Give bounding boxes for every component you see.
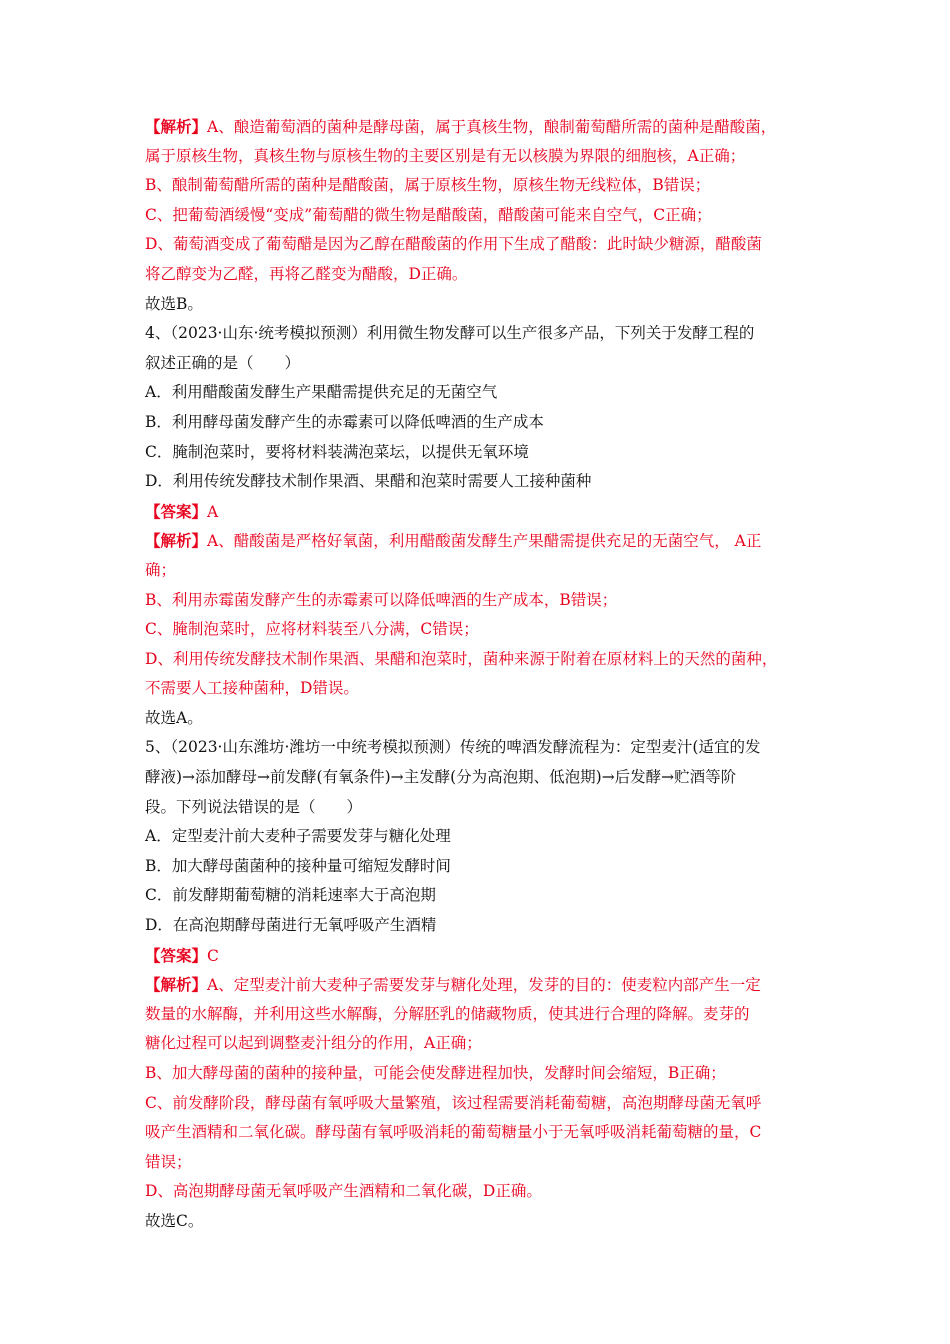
option-d: D．在高泡期酵母菌进行无氧呼吸产生酒精: [145, 916, 437, 935]
analysis-line: C、把葡萄酒缓慢“变成”葡萄醋的微生物是醋酸菌，醋酸菌可能来自空气，C正确；: [145, 205, 712, 224]
conclusion: 故选A。: [145, 708, 203, 727]
analysis-line: B、加大酵母菌的菌种的接种量，可能会使发酵进程加快，发酵时间会缩短，B正确；: [145, 1064, 726, 1082]
question-stem: 段。下列说法错误的是（ ）: [145, 797, 363, 816]
analysis-line: 确；: [145, 560, 177, 579]
option-a: A．利用醋酸菌发酵生产果醋需提供充足的无菌空气: [145, 383, 498, 402]
analysis-line: 数量的水解酶，并利用这些水解酶，分解胚乳的储藏物质，使其进行合理的降解。麦芽的: [145, 1004, 750, 1023]
analysis-line: B、利用赤霉菌发酵产生的赤霉素可以降低啤酒的生产成本，B错误；: [145, 590, 618, 609]
page-content: [145, 112, 815, 1237]
question-stem: 4、（2023·山东·统考模拟预测）利用微生物发酵可以生产很多产品，下列关于发酵工程的: [145, 324, 755, 343]
analysis-line: C、前发酵阶段，酵母菌有氧呼吸大量繁殖，该过程需要消耗葡萄糖，高泡期酵母菌无氧呼: [145, 1093, 762, 1112]
analysis-line: 【解析】A、酿造葡萄酒的菌种是酵母菌，属于真核生物，酿制葡萄醋所需的菌种是醋酸菌，: [145, 117, 777, 136]
answer-value: C: [207, 946, 219, 965]
analysis-line: B、酿制葡萄醋所需的菌种是醋酸菌，属于原核生物，原核生物无线粒体，B错误；: [145, 176, 711, 195]
question-stem: 叙述正确的是（ ）: [145, 353, 301, 372]
option-b: B．利用酵母菌发酵产生的赤霉素可以降低啤酒的生产成本: [145, 412, 544, 431]
analysis-line: C、腌制泡菜时，应将材料装至八分满，C错误；: [145, 620, 479, 639]
analysis-line: 糖化过程可以起到调整麦汁组分的作用，A正确；: [145, 1034, 482, 1053]
analysis-line: D、葡萄酒变成了葡萄醋是因为乙醇在醋酸菌的作用下生成了醋酸：此时缺少糖源，醋酸菌: [145, 235, 762, 254]
analysis-line: 错误；: [145, 1152, 192, 1171]
answer-line: [145, 497, 815, 527]
analysis-line: 不需要人工接种菌种，D错误。: [145, 679, 359, 698]
option-d: D．利用传统发酵技术制作果酒、果醋和泡菜时需要人工接种菌种: [145, 472, 592, 491]
option-c: C．腌制泡菜时，要将材料装满泡菜坛，以提供无氧环境: [145, 442, 529, 461]
answer-value: A: [207, 502, 219, 521]
question-5: [145, 733, 815, 1236]
analysis-line: D、利用传统发酵技术制作果酒、果醋和泡菜时，菌种来源于附着在原材料上的天然的菌种，: [145, 649, 778, 668]
conclusion: 故选B。: [145, 294, 203, 313]
analysis-tag: 【解析】: [145, 975, 208, 995]
analysis-line: 【解析】A、定型麦汁前大麦种子需要发芽与糖化处理，发芽的目的：使麦粒内部产生一定: [145, 975, 761, 995]
answer-tag: 【答案】: [145, 945, 208, 965]
analysis-line: 【解析】A、醋酸菌是严格好氧菌，利用醋酸菌发酵生产果醋需提供充足的无菌空气， A正: [145, 531, 762, 551]
analysis-line: 属于原核生物，真核生物与原核生物的主要区别是有无以核膜为界限的细胞核，A正确；: [145, 146, 746, 165]
question-4: [145, 319, 815, 733]
conclusion: 故选C。: [145, 1211, 204, 1230]
analysis-line: 将乙醇变为乙醛，再将乙醛变为醋酸，D正确。: [145, 264, 468, 283]
question-stem: 酵液)→添加酵母→前发酵(有氧条件)→主发酵(分为高泡期、低泡期)→后发酵→贮酒等阶: [145, 768, 737, 787]
analysis-line: D、高泡期酵母菌无氧呼吸产生酒精和二氧化碳，D正确。: [145, 1182, 542, 1201]
analysis-tag: 【解析】: [145, 531, 208, 551]
answer-tag: 【答案】: [145, 501, 208, 521]
option-b: B．加大酵母菌菌种的接种量可缩短发酵时间: [145, 856, 451, 875]
q3-analysis: [145, 112, 815, 319]
option-a: A．定型麦汁前大麦种子需要发芽与糖化处理: [145, 827, 451, 846]
question-stem: 5、（2023·山东潍坊·潍坊一中统考模拟预测）传统的啤酒发酵流程为：定型麦汁(适宜的发: [145, 738, 761, 757]
answer-line: [145, 941, 815, 971]
option-c: C．前发酵期葡萄糖的消耗速率大于高泡期: [145, 886, 436, 905]
analysis-line: 吸产生酒精和二氧化碳。酵母菌有氧呼吸消耗的葡萄糖量小于无氧呼吸消耗葡萄糖的量，C: [145, 1123, 762, 1142]
analysis-tag: 【解析】: [145, 117, 208, 136]
